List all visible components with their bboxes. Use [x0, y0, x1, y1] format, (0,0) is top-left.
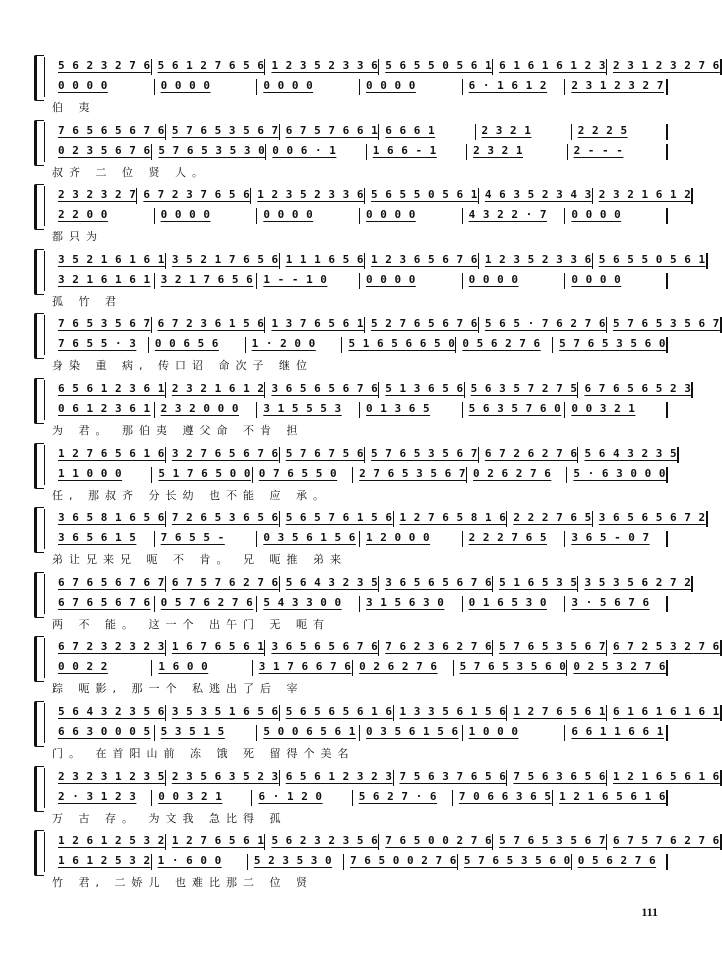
measure: 3 6 5 6 5 6 7 2 [593, 511, 708, 527]
measure: 2 2 0 0 [52, 208, 155, 224]
measure: 5 7 6 5 3 5 6 7 [166, 124, 280, 140]
measure: 0 2 5 3 2 7 6 [567, 660, 668, 676]
measure: 1 2 0 0 0 [360, 531, 463, 547]
upper-part [52, 705, 720, 719]
score-system [0, 184, 690, 246]
measure: 3 6 5 8 1 6 5 6 [52, 511, 166, 527]
measure: 7 2 6 5 3 6 5 6 [166, 511, 280, 527]
lyrics: 为 君。 那伯夷 遵父命 不肯 担 [52, 424, 304, 437]
lower-part [52, 790, 668, 804]
measure: 0 0 6 · 1 [266, 144, 366, 160]
measure: 5 6 5 6 5 6 1 6 [280, 705, 394, 721]
upper-part [52, 446, 678, 461]
score-system [0, 766, 720, 828]
measure: 2 3 2 3 1 2 3 5 [52, 770, 166, 786]
measure: 1 3 7 6 5 6 1 [265, 317, 365, 333]
lyrics: 身染 重 病, 传口诏 命次子 继位 [52, 359, 313, 373]
measure: 5 7 6 5 3 5 6 0 [553, 337, 668, 353]
measure: 3 2 1 6 1 6 1 [52, 273, 155, 289]
measure: 1 · 6 0 0 [152, 854, 248, 870]
measure: 2 2 2 7 6 5 [507, 511, 592, 527]
lower-part [52, 531, 668, 545]
measure: 0 6 1 2 3 6 1 [52, 402, 155, 418]
measure: 6 5 6 1 2 3 6 1 [52, 382, 166, 398]
measure: 0 0 2 2 [52, 660, 152, 676]
measure: 5 0 0 6 5 6 1 [257, 725, 360, 741]
measure: 6 · 1 6 1 2 [463, 79, 566, 95]
measure: 5 6 4 3 2 3 5 [280, 576, 380, 592]
measure: 0 1 6 5 3 0 [463, 596, 566, 612]
measure: 0 0 0 0 [52, 79, 155, 95]
upper-part [52, 575, 692, 590]
score-system [0, 249, 706, 311]
system-brace [34, 184, 44, 230]
left-barline [44, 251, 45, 291]
measure: 3 2 7 6 5 6 7 6 [166, 447, 280, 463]
lyrics: 都只为 [52, 230, 103, 244]
measure: 3 5 3 5 1 6 5 6 [166, 705, 280, 721]
score-system [0, 572, 690, 634]
measure: 5 7 6 5 3 5 6 7 [493, 834, 607, 850]
measure: 0 0 3 2 1 [565, 402, 668, 418]
measure: 5 6 5 · 7 6 2 7 6 [479, 317, 607, 333]
upper-part [52, 317, 720, 331]
measure: 5 6 5 7 6 1 5 6 [280, 511, 394, 527]
lyrics: 竹 君, 二娇儿 也难比那二 位 贤 [52, 876, 313, 890]
lyrics: 万 古 存。 为文我 急比得 孤 [52, 811, 287, 825]
measure: 5 6 5 5 0 5 6 1 [365, 188, 479, 204]
measure: 1 6 1 2 5 3 2 [52, 854, 152, 870]
left-barline [44, 122, 45, 162]
left-barline [44, 445, 45, 485]
score-system [0, 507, 706, 569]
measure: 5 7 6 5 3 5 6 7 [493, 640, 607, 656]
measure: 1 2 3 6 5 6 7 6 [365, 253, 479, 269]
measure: 1 3 3 5 6 1 5 6 [394, 705, 508, 721]
measure: 0 0 0 0 [360, 79, 463, 95]
lower-part [52, 144, 668, 158]
lyrics: 孤 竹 君 [52, 294, 122, 308]
measure: 7 6 5 0 0 2 7 6 [379, 834, 493, 850]
score-system [0, 701, 720, 763]
measure: 2 7 6 5 3 5 6 7 [353, 467, 467, 483]
measure: 1 1 0 0 0 [52, 467, 152, 483]
upper-part [52, 59, 720, 73]
measure: 7 6 5 6 5 6 7 6 [52, 124, 166, 140]
measure: 2 - - - [568, 144, 668, 160]
measure: 4 6 3 5 2 3 4 3 [479, 188, 593, 204]
score-system [0, 313, 720, 375]
measure: 6 6 3 0 0 0 5 [52, 725, 155, 741]
measure: 0 2 6 2 7 6 [353, 660, 453, 676]
lower-part [52, 725, 668, 739]
system-brace [34, 378, 44, 424]
measure: 2 3 1 2 3 2 7 [565, 79, 668, 95]
measure: 3 6 5 6 5 6 7 6 [265, 640, 379, 656]
measure: 5 2 3 5 3 0 [248, 854, 344, 870]
measure: 0 2 6 2 7 6 [467, 467, 567, 483]
measure: 5 6 5 5 0 5 6 1 [593, 253, 708, 269]
lyrics: 两 不 能。 这一个 出午门 无 呃有 [52, 617, 330, 631]
measure: 2 3 1 2 3 2 7 6 [607, 59, 722, 75]
measure: 6 7 2 6 2 7 6 [479, 447, 579, 463]
measure: 0 0 0 0 [360, 208, 463, 224]
measure: 2 3 2 1 [476, 124, 572, 140]
measure: 5 2 7 6 5 6 7 6 [365, 317, 479, 333]
left-barline [44, 638, 45, 678]
upper-part [52, 834, 720, 848]
measure: 5 6 2 7 · 6 [353, 790, 453, 806]
measure: 6 6 1 1 6 6 1 [565, 725, 668, 741]
measure: 0 0 3 2 1 [152, 790, 252, 806]
upper-part [52, 124, 668, 138]
score-system [0, 636, 720, 698]
measure: 1 6 6 - 1 [367, 144, 467, 160]
measure: 5 4 3 3 0 0 [257, 596, 360, 612]
lower-part [52, 273, 668, 287]
upper-part [52, 188, 692, 202]
upper-part [52, 640, 720, 654]
score-system [0, 378, 690, 440]
system-brace [34, 766, 44, 812]
measure: 5 6 3 5 7 2 7 5 [465, 382, 579, 398]
measure: 1 2 7 6 5 6 1 6 [52, 447, 166, 463]
measure: 0 1 3 6 5 [360, 402, 463, 418]
score-system [0, 443, 690, 505]
score-system [0, 55, 720, 117]
measure: 6 7 6 5 6 7 6 7 [52, 576, 166, 592]
measure: 0 0 0 0 [257, 79, 360, 95]
measure: 7 6 5 5 - [155, 531, 258, 547]
measure: 0 3 5 6 1 5 6 [257, 531, 360, 547]
measure: 4 3 2 2 · 7 [463, 208, 566, 224]
measure: 5 7 6 5 3 5 3 0 [152, 144, 266, 160]
measure: 1 2 3 5 2 3 3 6 [479, 253, 593, 269]
measure: 6 7 2 3 7 6 5 6 [137, 188, 251, 204]
measure: 3 · 5 6 7 6 [565, 596, 668, 612]
measure: 1 6 0 0 [152, 660, 252, 676]
upper-part [52, 511, 706, 525]
measure: 1 2 3 5 2 3 3 6 [251, 188, 365, 204]
upper-part [52, 769, 720, 784]
lyrics: 踪 呃影, 那一个 私逃出了后 宰 [52, 682, 304, 696]
measure: 1 - - 1 0 [257, 273, 360, 289]
lyrics: 叔齐 二 位 贤 人。 [52, 165, 209, 179]
measure: 3 6 5 6 5 6 7 6 [379, 576, 493, 592]
system-brace [34, 507, 44, 553]
measure: 5 · 6 3 0 0 0 [567, 467, 668, 483]
measure: 7 5 6 3 6 5 6 [507, 770, 607, 786]
measure: 1 2 7 6 5 6 1 [507, 705, 607, 721]
measure: 6 6 6 1 [379, 124, 475, 140]
left-barline [44, 768, 45, 808]
measure: 1 2 3 5 2 3 3 6 [265, 59, 379, 75]
system-brace [34, 572, 44, 618]
measure: 2 2 2 7 6 5 [463, 531, 566, 547]
left-barline [44, 315, 45, 355]
measure: 3 5 2 1 6 1 6 1 [52, 253, 166, 269]
lyrics: 任, 那叔齐 分长幼 也不能 应 承。 [52, 488, 330, 502]
lower-part [52, 337, 668, 351]
system-brace [34, 249, 44, 295]
measure: 5 6 2 3 2 7 6 [52, 59, 152, 75]
measure: 6 7 6 5 6 7 6 [52, 596, 155, 612]
measure: 1 2 6 1 2 5 3 2 [52, 834, 166, 850]
measure: 0 0 0 0 [155, 79, 258, 95]
measure: 2 · 3 1 2 3 [52, 790, 152, 806]
measure: 0 7 6 5 5 0 [253, 467, 353, 483]
system-brace [34, 443, 44, 489]
measure: 5 6 5 5 0 5 6 1 [379, 59, 493, 75]
measure: 6 · 1 2 0 [252, 790, 352, 806]
measure: 7 0 6 6 3 6 5 [453, 790, 553, 806]
measure: 7 6 2 3 6 2 7 6 [379, 640, 493, 656]
measure: 0 0 0 0 [257, 208, 360, 224]
measure: 1 1 1 6 5 6 [280, 253, 365, 269]
left-barline [44, 57, 45, 97]
measure: 5 3 5 1 5 [155, 725, 258, 741]
measure: 3 6 5 6 1 5 [52, 531, 155, 547]
measure: 0 2 3 5 6 7 6 [52, 144, 152, 160]
lyrics: 门。 在首阳山前 冻 饿 死 留得个美名 [52, 747, 355, 760]
lower-part [52, 660, 668, 674]
system-brace [34, 636, 44, 682]
measure: 1 0 0 0 [463, 725, 566, 741]
measure: 0 0 6 5 6 [149, 337, 246, 353]
measure: 6 5 6 1 2 3 2 3 [280, 770, 394, 786]
measure: 3 6 5 6 5 6 7 6 [265, 382, 379, 398]
measure: 5 1 3 6 5 6 [379, 382, 464, 398]
measure: 5 7 6 5 3 5 6 0 [458, 854, 572, 870]
measure: 0 0 0 0 [463, 273, 566, 289]
measure: 1 6 7 6 5 6 1 [166, 640, 266, 656]
lower-part [52, 402, 668, 416]
lyrics: 弟让兄来兄 呃 不 肯。 兄 呃推 弟来 [52, 553, 347, 567]
measure: 6 7 5 7 6 2 7 6 [607, 834, 722, 850]
measure: 3 2 1 7 6 5 6 [155, 273, 258, 289]
system-brace [34, 120, 44, 166]
measure: 5 1 7 6 5 0 0 [152, 467, 252, 483]
measure: 3 1 7 6 6 7 6 [253, 660, 353, 676]
measure: 5 7 6 5 3 5 6 7 [365, 447, 479, 463]
measure: 6 1 6 1 6 1 6 1 [607, 705, 722, 721]
left-barline [44, 509, 45, 549]
measure: 6 7 2 5 3 2 7 6 [607, 640, 722, 656]
measure: 3 1 5 6 3 0 [360, 596, 463, 612]
system-brace [34, 313, 44, 359]
lower-part [52, 596, 668, 610]
measure: 7 5 6 3 7 6 5 6 [394, 770, 508, 786]
lower-part [52, 854, 668, 868]
measure: 5 7 6 7 5 6 [280, 447, 365, 463]
measure: 0 0 0 0 [155, 208, 258, 224]
upper-part [52, 382, 692, 396]
measure: 2 2 2 5 [572, 124, 668, 140]
lyrics: 伯 夷 [52, 101, 96, 114]
measure: 0 3 5 6 1 5 6 [360, 725, 463, 741]
lower-part [52, 79, 668, 93]
measure: 0 0 0 0 [565, 273, 668, 289]
measure: 3 5 3 5 6 2 7 2 [578, 576, 693, 592]
measure: 2 3 5 6 3 5 2 3 [166, 770, 280, 786]
measure: 5 6 3 5 7 6 0 [463, 402, 566, 418]
measure: 3 5 2 1 7 6 5 6 [166, 253, 280, 269]
measure: 5 6 2 3 2 3 5 6 [265, 834, 379, 850]
left-barline [44, 703, 45, 743]
measure: 6 7 6 5 6 5 2 3 [578, 382, 693, 398]
measure: 1 2 7 6 5 8 1 6 [394, 511, 508, 527]
lower-part [52, 208, 668, 222]
page-number: 111 [641, 905, 658, 919]
upper-part [52, 252, 706, 267]
system-brace [34, 55, 44, 101]
measure: 5 7 6 5 3 5 6 7 [607, 317, 722, 333]
measure: 2 3 2 1 [467, 144, 567, 160]
measure: 1 2 7 6 5 6 1 [166, 834, 266, 850]
measure: 5 6 1 2 7 6 5 6 [152, 59, 266, 75]
lower-part [52, 467, 668, 481]
measure: 3 1 5 5 5 3 [257, 402, 360, 418]
measure: 7 6 5 0 0 2 7 6 [344, 854, 458, 870]
measure: 6 7 2 3 2 3 2 3 [52, 640, 166, 656]
measure: 0 5 7 6 2 7 6 [155, 596, 258, 612]
measure: 2 3 2 3 2 7 [52, 188, 137, 204]
measure: 6 7 2 3 6 1 5 6 [152, 317, 266, 333]
left-barline [44, 832, 45, 872]
measure: 7 6 5 5 · 3 [52, 337, 149, 353]
measure: 6 1 6 1 6 1 2 3 [493, 59, 607, 75]
measure: 0 5 6 2 7 6 [456, 337, 553, 353]
measure: 3 6 5 - 0 7 [565, 531, 668, 547]
score-system [0, 120, 690, 182]
measure: 5 7 6 5 3 5 6 0 [454, 660, 568, 676]
measure: 0 5 6 2 7 6 [572, 854, 668, 870]
measure: 1 · 2 0 0 [246, 337, 343, 353]
system-brace [34, 701, 44, 747]
measure: 1 2 1 6 5 6 1 6 [553, 790, 668, 806]
measure: 1 2 1 6 5 6 1 6 [607, 770, 722, 786]
score-system [0, 830, 720, 892]
measure: 2 3 2 0 0 0 [155, 402, 258, 418]
left-barline [44, 186, 45, 226]
left-barline [44, 574, 45, 614]
measure: 7 6 5 3 5 6 7 [52, 317, 152, 333]
measure: 2 3 2 1 6 1 2 [593, 188, 694, 204]
measure: 6 7 5 7 6 2 7 6 [166, 576, 280, 592]
measure: 0 0 0 0 [565, 208, 668, 224]
measure: 6 7 5 7 6 6 1 [280, 124, 380, 140]
measure: 0 0 0 0 [360, 273, 463, 289]
measure: 5 1 6 5 3 5 [493, 576, 578, 592]
measure: 5 6 4 3 2 3 5 [578, 447, 679, 463]
system-brace [34, 830, 44, 876]
measure: 2 3 2 1 6 1 2 [166, 382, 266, 398]
measure: 5 1 6 5 6 6 5 0 [342, 337, 456, 353]
measure: 5 6 4 3 2 3 5 6 [52, 705, 166, 721]
left-barline [44, 380, 45, 420]
